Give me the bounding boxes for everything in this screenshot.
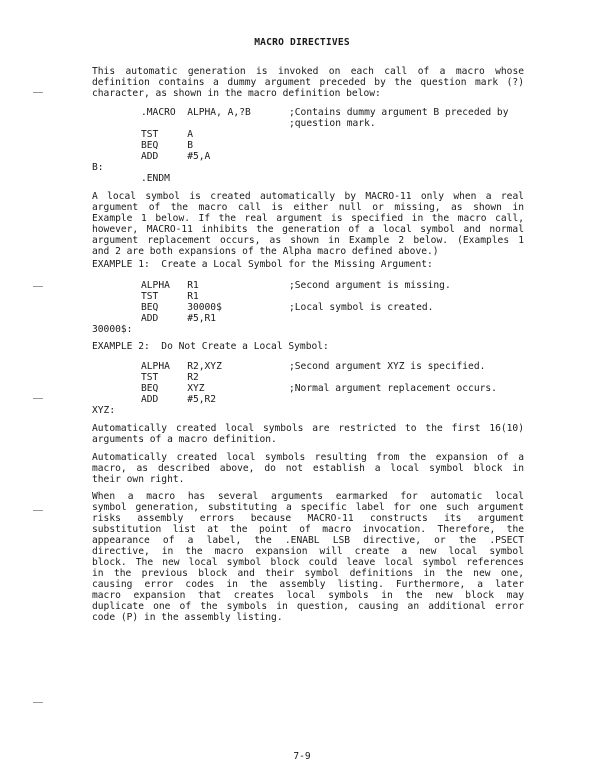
code-line: ALPHA R2,XYZ [141, 361, 222, 372]
text-line: When a macro has several arguments earmarked for automatic local [92, 491, 524, 502]
text-line: directive, in the macro expansion will create a new local symbol [92, 546, 524, 557]
code-label: 30000$: [92, 324, 133, 335]
code-line: BEQ 30000$ [141, 302, 222, 313]
text-line: block. The new local symbol block could leave local symbol references [92, 557, 524, 568]
text-line: character, as shown in the macro definition below: [92, 88, 381, 99]
text-line: definition contains a dummy argument preceded by the question mark (?) [92, 77, 524, 88]
text-line: risks assembly errors because MACRO-11 constructs its argument [92, 513, 524, 524]
text-line: their own right. [92, 474, 185, 485]
text-line: duplicate one of the symbols in question, causing an additional error [92, 601, 524, 612]
text-line: causing error codes in the assembly listing. Furthermore, a later [92, 579, 524, 590]
code-comment: ;Local symbol is created. [289, 302, 434, 313]
code-line: TST R1 [141, 291, 199, 302]
text-line: code (P) in the assembly listing. [92, 612, 283, 623]
paragraph-intro [92, 66, 524, 99]
text-line: appearance of a label, the .ENABL LSB directive, or the .PSECT [92, 535, 524, 546]
text-line: arguments of a macro definition. [92, 434, 277, 445]
example-2-heading: EXAMPLE 2: Do Not Create a Local Symbol: [92, 341, 329, 352]
margin-mark [33, 286, 43, 287]
example-1-heading: EXAMPLE 1: Create a Local Symbol for the Missing Argument: [92, 259, 433, 270]
code-comment: ;question mark. [289, 118, 376, 129]
margin-mark [33, 702, 43, 703]
paragraph-several-arguments [92, 491, 524, 623]
code-line: .ENDM [141, 173, 170, 184]
paragraph-local-symbol [92, 191, 524, 257]
code-comment: ;Second argument is missing. [289, 280, 451, 291]
paragraph-block [92, 452, 524, 485]
page-title: MACRO DIRECTIVES [254, 37, 350, 48]
code-line: BEQ XYZ [141, 383, 205, 394]
text-line: in the previous block and their symbol definitions in the new one, [92, 568, 524, 579]
code-label: XYZ: [92, 405, 116, 416]
text-line: A local symbol is created automatically by MACRO-11 only when a real [92, 191, 524, 202]
text-line: macro expansion that creates local symbols in the new block may [92, 590, 524, 601]
text-line: however, MACRO-11 inhibits the generation of a local symbol and normal [92, 224, 524, 235]
text-line: macro, as described above, do not establish a local symbol block in [92, 463, 524, 474]
page-number: 7-9 [293, 751, 311, 762]
code-comment: ;Second argument XYZ is specified. [289, 361, 486, 372]
code-comment: ;Contains dummy argument B preceded by [289, 107, 509, 118]
margin-mark [33, 92, 43, 93]
code-line: .MACRO ALPHA, A,?B [141, 107, 251, 118]
text-line: symbol generation, substituting a specific label for one such argument [92, 502, 524, 513]
text-line: substitution list at the point of macro invocation. Therefore, the [92, 524, 524, 535]
code-line: TST R2 [141, 372, 199, 383]
code-line: BEQ B [141, 140, 193, 151]
text-line: argument of the macro call is either null or missing, as shown in [92, 202, 524, 213]
text-line: argument replacement occurs, as shown in Example 2 below. (Examples 1 [92, 235, 524, 246]
code-comment: ;Normal argument replacement occurs. [289, 383, 497, 394]
text-line: and 2 are both expansions of the Alpha macro defined above.) [92, 246, 439, 257]
code-line: ALPHA R1 [141, 280, 199, 291]
text-line: Example 1 below. If the real argument is specified in the macro call, [92, 213, 524, 224]
code-line: TST A [141, 129, 193, 140]
paragraph-restriction [92, 423, 524, 445]
text-line: Automatically created local symbols are restricted to the first 16(10) [92, 423, 524, 434]
text-line: Automatically created local symbols resulting from the expansion of a [92, 452, 524, 463]
code-line: ADD #5,A [141, 151, 211, 162]
margin-mark [33, 510, 43, 511]
margin-mark [33, 398, 43, 399]
code-line: ADD #5,R2 [141, 394, 217, 405]
text-line: This automatic generation is invoked on each call of a macro whose [92, 66, 524, 77]
code-label: B: [92, 162, 104, 173]
code-line: ADD #5,R1 [141, 313, 217, 324]
